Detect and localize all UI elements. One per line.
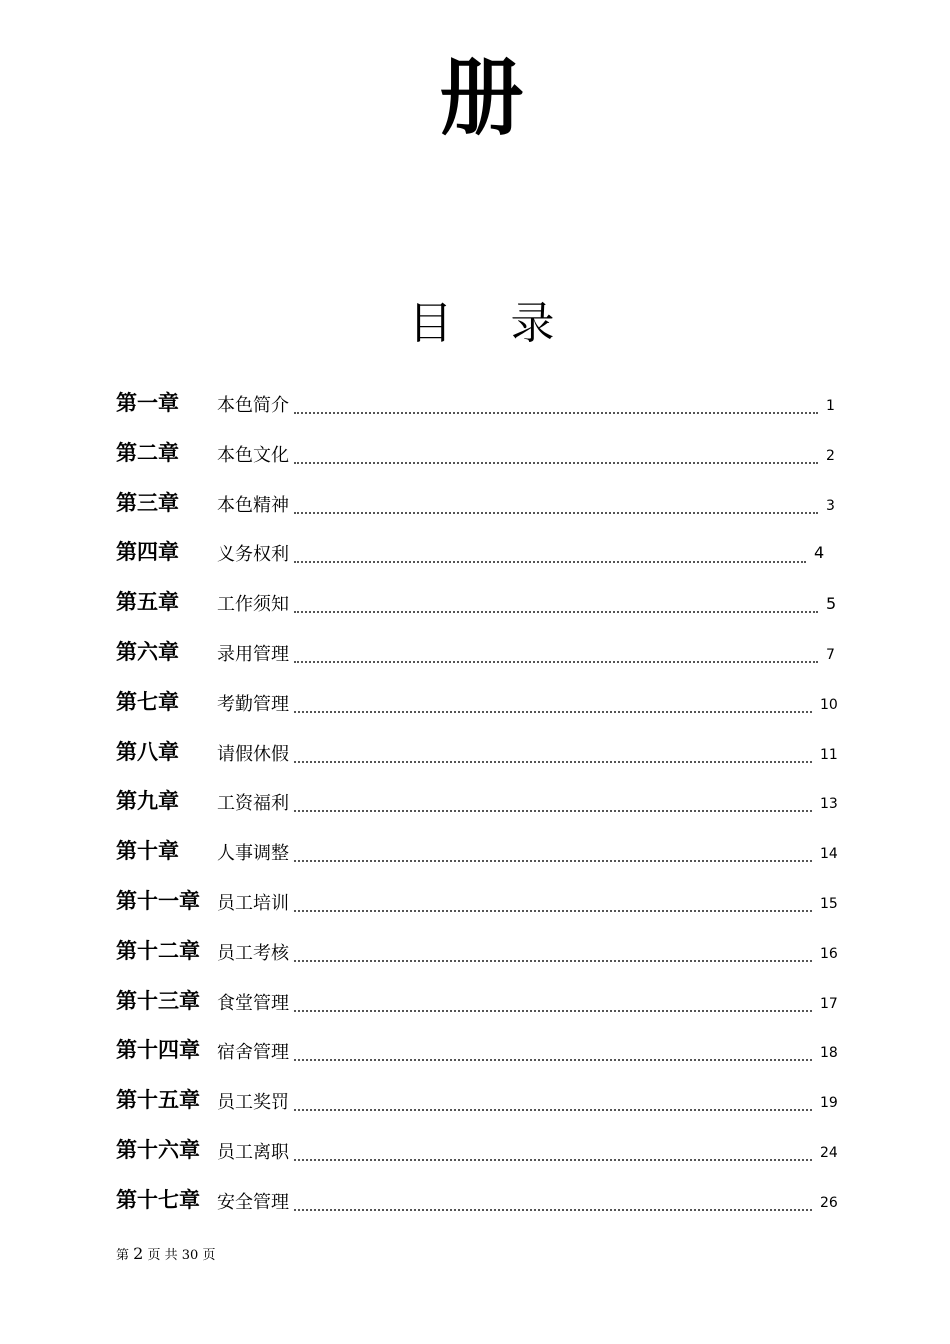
toc-chapter-title: 本色文化 bbox=[217, 445, 289, 466]
toc-entry[interactable] bbox=[116, 886, 846, 926]
toc-entry[interactable] bbox=[116, 537, 846, 577]
toc-page-number: 15 bbox=[820, 896, 838, 912]
heading-character: 册 bbox=[439, 49, 524, 147]
toc-entry[interactable] bbox=[116, 836, 846, 876]
toc-chapter-number: 第十二章 bbox=[116, 939, 200, 963]
toc-page-number: 4 bbox=[814, 543, 825, 562]
footer-total-pages: 30 bbox=[181, 1248, 199, 1263]
toc-chapter-title: 食堂管理 bbox=[217, 993, 289, 1014]
toc-chapter-number: 第九章 bbox=[116, 789, 179, 813]
toc-entry[interactable] bbox=[116, 438, 846, 478]
toc-chapter-title: 考勤管理 bbox=[217, 694, 289, 715]
toc-page-number: 11 bbox=[820, 747, 838, 763]
toc-chapter-number: 第二章 bbox=[116, 441, 179, 465]
toc-entry[interactable] bbox=[116, 1085, 846, 1125]
toc-chapter-title: 本色简介 bbox=[217, 395, 289, 416]
toc-dot-leader bbox=[294, 611, 818, 613]
toc-chapter-title: 请假休假 bbox=[217, 744, 289, 765]
toc-entry[interactable] bbox=[116, 488, 846, 528]
footer-middle: 页 共 bbox=[147, 1248, 178, 1263]
toc-dot-leader bbox=[294, 462, 818, 464]
toc-page-number: 1 bbox=[826, 398, 835, 414]
toc-page-number: 7 bbox=[826, 647, 835, 663]
toc-dot-leader bbox=[294, 412, 818, 414]
toc-entry[interactable] bbox=[116, 687, 846, 727]
toc-page-number: 17 bbox=[820, 996, 838, 1012]
toc-dot-leader bbox=[294, 561, 806, 563]
toc-entry[interactable] bbox=[116, 1035, 846, 1075]
toc-dot-leader bbox=[294, 810, 812, 812]
toc-chapter-title: 本色精神 bbox=[217, 495, 289, 516]
toc-chapter-number: 第五章 bbox=[116, 590, 179, 614]
toc-title bbox=[0, 296, 950, 352]
toc-entry[interactable] bbox=[116, 1185, 846, 1225]
toc-dot-leader bbox=[294, 512, 818, 514]
toc-entry[interactable] bbox=[116, 587, 846, 627]
toc-title-left: 目 bbox=[408, 298, 453, 349]
toc-chapter-number: 第八章 bbox=[116, 740, 179, 764]
toc-dot-leader bbox=[294, 1109, 812, 1111]
toc-chapter-title: 员工奖罚 bbox=[217, 1092, 289, 1113]
toc-page-number: 5 bbox=[826, 594, 837, 613]
toc-entry[interactable] bbox=[116, 637, 846, 677]
toc-page-number: 24 bbox=[820, 1145, 838, 1161]
toc-dot-leader bbox=[294, 711, 812, 713]
toc-dot-leader bbox=[294, 910, 812, 912]
toc-entry[interactable] bbox=[116, 388, 846, 428]
toc-chapter-title: 员工培训 bbox=[217, 893, 289, 914]
toc-chapter-number: 第七章 bbox=[116, 690, 179, 714]
toc-page-number: 16 bbox=[820, 946, 838, 962]
toc-chapter-number: 第四章 bbox=[116, 540, 179, 564]
toc-page-number: 19 bbox=[820, 1095, 838, 1111]
footer-suffix: 页 bbox=[202, 1248, 216, 1263]
toc-dot-leader bbox=[294, 761, 812, 763]
toc-dot-leader bbox=[294, 860, 812, 862]
toc-chapter-number: 第十五章 bbox=[116, 1088, 200, 1112]
toc-chapter-number: 第十四章 bbox=[116, 1038, 200, 1062]
toc-chapter-number: 第十七章 bbox=[116, 1188, 200, 1212]
toc-page-number: 13 bbox=[820, 796, 838, 812]
toc-dot-leader bbox=[294, 1209, 812, 1211]
toc-chapter-title: 员工离职 bbox=[217, 1142, 289, 1163]
toc-page-number: 18 bbox=[820, 1045, 838, 1061]
toc-chapter-number: 第一章 bbox=[116, 391, 179, 415]
toc-entry[interactable] bbox=[116, 786, 846, 826]
toc-chapter-number: 第十六章 bbox=[116, 1138, 200, 1162]
toc-chapter-title: 人事调整 bbox=[217, 843, 289, 864]
toc-chapter-title: 义务权利 bbox=[217, 544, 289, 565]
toc-chapter-number: 第十一章 bbox=[116, 889, 200, 913]
toc-chapter-title: 宿舍管理 bbox=[217, 1042, 289, 1063]
toc-dot-leader bbox=[294, 1059, 812, 1061]
toc-dot-leader bbox=[294, 1159, 812, 1161]
toc-dot-leader bbox=[294, 960, 812, 962]
toc-title-right: 录 bbox=[510, 298, 555, 349]
toc-chapter-title: 员工考核 bbox=[217, 943, 289, 964]
toc-dot-leader bbox=[294, 661, 818, 663]
toc-entry[interactable] bbox=[116, 986, 846, 1026]
footer-current-page: 2 bbox=[133, 1244, 144, 1263]
toc-entry[interactable] bbox=[116, 737, 846, 777]
toc-entry[interactable] bbox=[116, 936, 846, 976]
toc-chapter-title: 工资福利 bbox=[217, 793, 289, 814]
toc-chapter-number: 第六章 bbox=[116, 640, 179, 664]
footer-prefix: 第 bbox=[116, 1248, 130, 1263]
toc-chapter-number: 第十三章 bbox=[116, 989, 200, 1013]
toc-page-number: 26 bbox=[820, 1195, 838, 1211]
toc-page-number: 3 bbox=[826, 498, 835, 514]
toc-dot-leader bbox=[294, 1010, 812, 1012]
toc-chapter-title: 安全管理 bbox=[217, 1192, 289, 1213]
toc-chapter-title: 工作须知 bbox=[217, 594, 289, 615]
toc-entry[interactable] bbox=[116, 1135, 846, 1175]
toc-page-number: 2 bbox=[826, 448, 835, 464]
toc-page-number: 14 bbox=[820, 846, 838, 862]
toc-chapter-number: 第十章 bbox=[116, 839, 179, 863]
toc-page-number: 10 bbox=[820, 697, 838, 713]
page-footer bbox=[116, 1244, 215, 1266]
toc-chapter-title: 录用管理 bbox=[217, 644, 289, 665]
toc-chapter-number: 第三章 bbox=[116, 491, 179, 515]
